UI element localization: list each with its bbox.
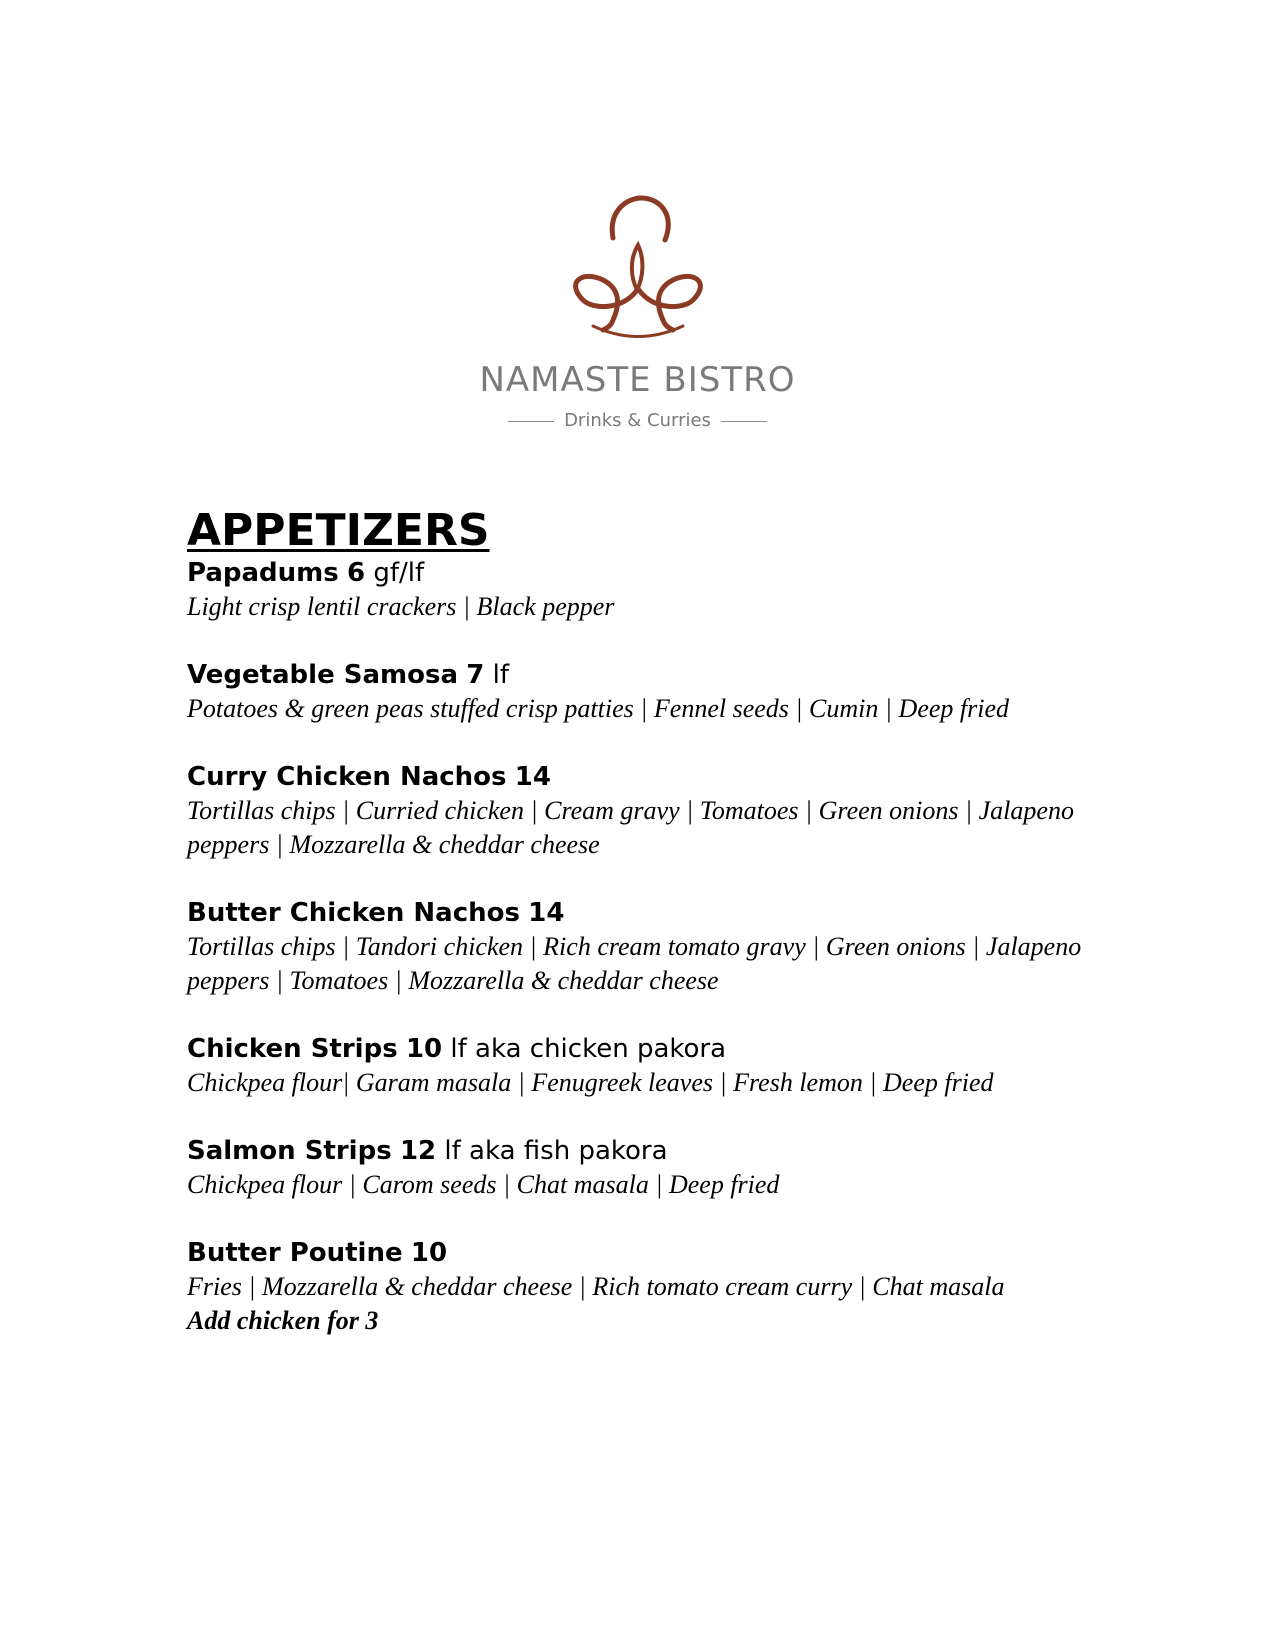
item-name: Butter Chicken Nachos [187, 898, 520, 928]
item-tag: lf [492, 660, 510, 690]
spacer [187, 998, 1087, 1032]
item-heading [187, 1032, 1087, 1066]
item-description: Chickpea flour| Garam masala | Fenugreek leaves | Fresh lemon | Deep fried [187, 1068, 994, 1097]
item-tag: lf aka fish pakora [444, 1136, 668, 1166]
item-description: Tortillas chips | Curried chicken | Cream gravy | Tomatoes | Green onions | Jalapeno peppers | Mozzarella & cheddar cheese [187, 796, 1074, 859]
item-description: Potatoes & green peas stuffed crisp patties | Fennel seeds | Cumin | Deep fried [187, 694, 1010, 723]
lotus-swirl-logo [553, 190, 723, 350]
menu-item-salmon-strips [187, 1134, 1087, 1202]
item-description: Chickpea flour | Carom seeds | Chat masala | Deep fried [187, 1170, 780, 1199]
tagline-rule-left [508, 421, 554, 422]
menu-item-butter-chicken-nachos [187, 896, 1087, 998]
item-price: 7 [466, 660, 485, 690]
item-description: Light crisp lentil crackers | Black pepper [187, 592, 615, 621]
item-name: Papadums [187, 558, 339, 588]
appetizers-menu [187, 506, 1087, 1338]
item-addon-note: Add chicken for 3 [187, 1306, 379, 1335]
menu-item-chicken-strips [187, 1032, 1087, 1100]
spacer [187, 726, 1087, 760]
item-heading [187, 760, 1087, 794]
item-description: Fries | Mozzarella & cheddar cheese | Rich tomato cream curry | Chat masala [187, 1272, 1005, 1301]
item-description: Tortillas chips | Tandori chicken | Rich cream tomato gravy | Green onions | Jalapeno peppers | Tomatoes | Mozzarella & cheddar cheese [187, 932, 1082, 995]
item-price: 6 [347, 558, 366, 588]
item-heading [187, 1134, 1087, 1168]
spacer [187, 624, 1087, 658]
item-name: Vegetable Samosa [187, 660, 459, 690]
item-heading [187, 658, 1087, 692]
item-heading [187, 556, 1087, 590]
brand-name: NAMASTE BISTRO [479, 360, 796, 400]
spacer [187, 1100, 1087, 1134]
item-heading [187, 896, 1087, 930]
menu-item-vegetable-samosa [187, 658, 1087, 726]
restaurant-header [0, 190, 1275, 432]
spacer [187, 1202, 1087, 1236]
menu-item-papadums [187, 556, 1087, 624]
item-name: Butter Poutine [187, 1238, 403, 1268]
item-price: 14 [528, 898, 565, 928]
item-price: 12 [399, 1136, 437, 1166]
item-name: Curry Chicken Nachos [187, 762, 507, 792]
brand-tagline-row [0, 410, 1275, 432]
item-tag: lf aka chicken pakora [450, 1034, 727, 1064]
item-name: Chicken Strips [187, 1034, 398, 1064]
menu-item-butter-poutine [187, 1236, 1087, 1338]
spacer [187, 862, 1087, 896]
item-heading [187, 1236, 1087, 1270]
item-price: 10 [410, 1238, 448, 1268]
brand-tagline: Drinks & Curries [564, 410, 711, 431]
tagline-rule-right [721, 421, 767, 422]
item-tag: gf/lf [373, 558, 425, 588]
item-price: 10 [405, 1034, 443, 1064]
item-price: 14 [514, 762, 551, 792]
section-title: APPETIZERS [187, 505, 490, 556]
item-name: Salmon Strips [187, 1136, 392, 1166]
menu-item-curry-chicken-nachos [187, 760, 1087, 862]
